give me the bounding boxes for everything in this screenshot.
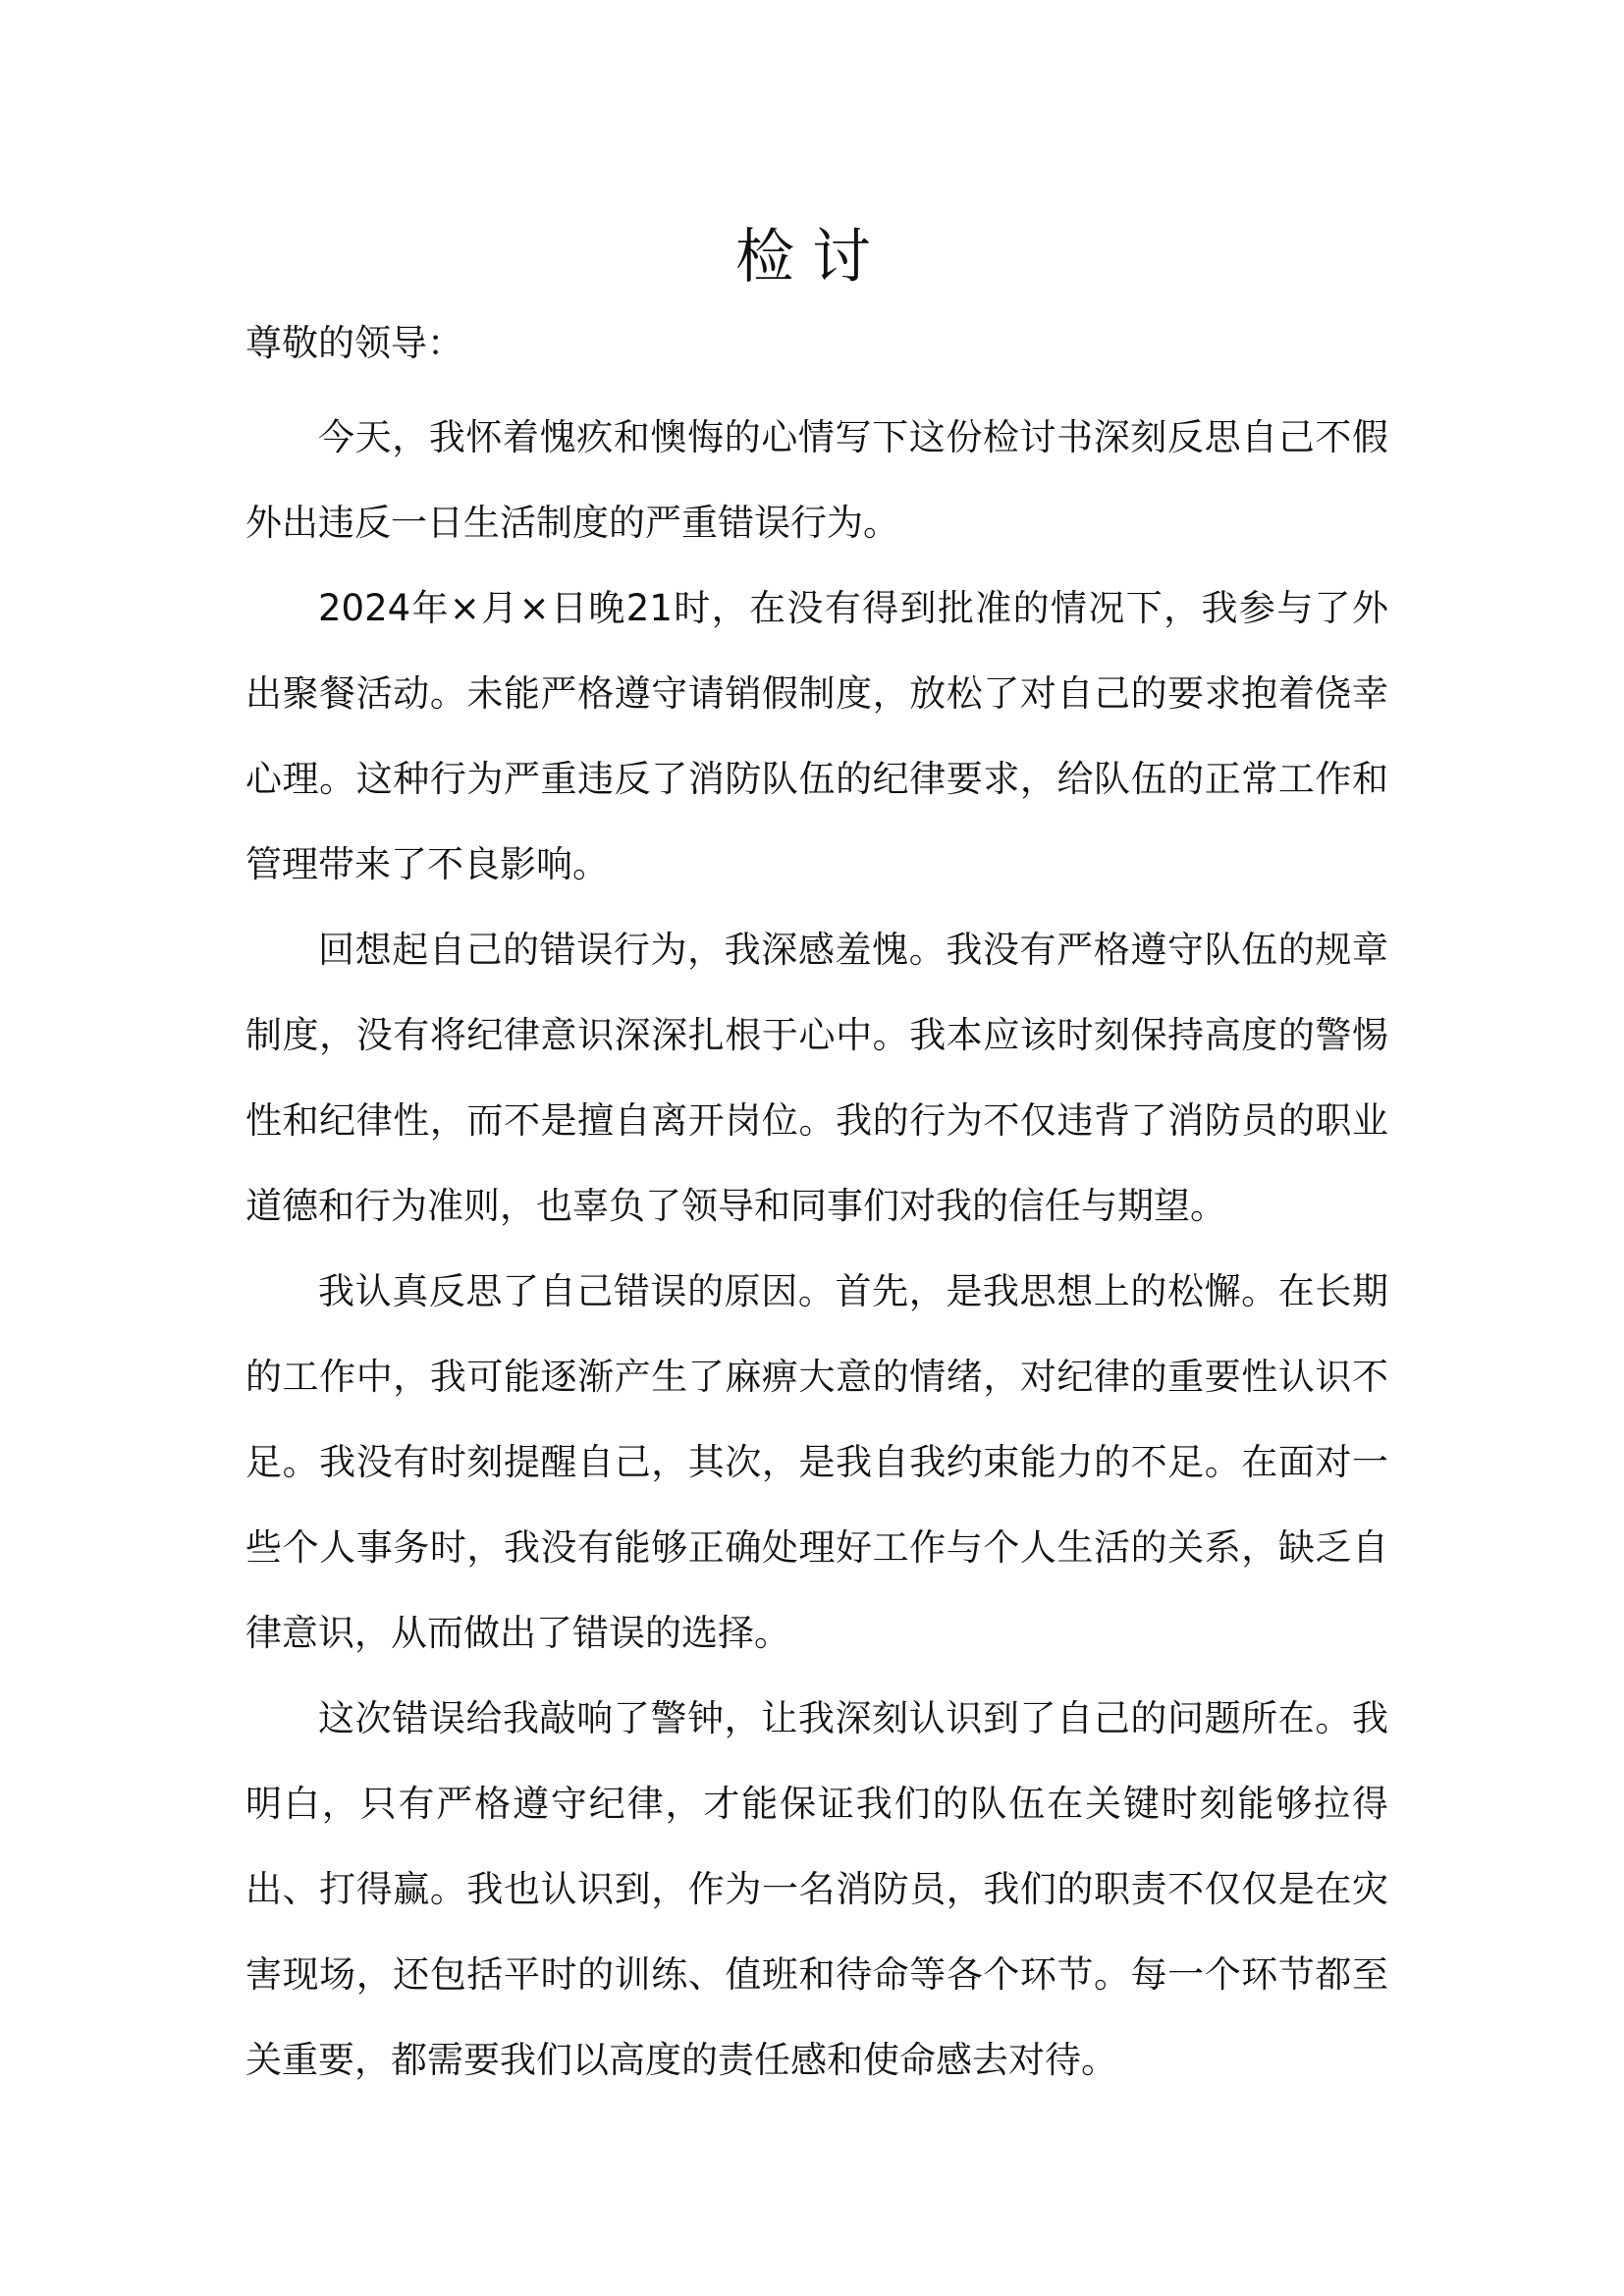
document-title: 检讨 — [735, 223, 889, 292]
document-body — [245, 312, 1388, 2103]
paragraph-1: 今天，我怀着愧疚和懊悔的心情写下这份检讨书深刻反思自己不假外出违反一日生活制度的严重错误行为。 — [245, 416, 1388, 544]
paragraph-3: 回想起自己的错误行为，我深感羞愧。我没有严格遵守队伍的规章制度，没有将纪律意识深深扎根于心中。我本应该时刻保持高度的警惕性和纪律性，而不是擅自离开岗位。我的行为不仅违背了消防员的职业道德和行为准则，也辜负了领导和同事们对我的信任与期望。 — [245, 929, 1388, 1227]
paragraph-5: 这次错误给我敲响了警钟，让我深刻认识到了自己的问题所在。我明白，只有严格遵守纪律，才能保证我们的队伍在关键时刻能够拉得出、打得赢。我也认识到，作为一名消防员，我们的职责不仅仅是在灾害现场，还包括平时的训练、值班和待命等各个环节。每一个环节都至关重要，都需要我们以高度的责任感和使命感去对待。 — [245, 1697, 1388, 2081]
salutation: 尊敬的领导： — [245, 322, 463, 364]
paragraph-4: 我认真反思了自己错误的原因。首先，是我思想上的松懈。在长期的工作中，我可能逐渐产生了麻痹大意的情绪，对纪律的重要性认识不足。我没有时刻提醒自己，其次，是我自我约束能力的不足。在面对一些个人事务时，我没有能够正确处理好工作与个人生活的关系，缺乏自律意识，从而做出了错误的选择。 — [245, 1270, 1388, 1654]
paragraph-2: 2024年×月×日晚21时，在没有得到批准的情况下，我参与了外出聚餐活动。未能严格遵守请销假制度，放松了对自己的要求抱着侥幸心理。这种行为严重违反了消防队伍的纪律要求，给队伍的正常工作和管理带来了不良影响。 — [245, 587, 1388, 885]
